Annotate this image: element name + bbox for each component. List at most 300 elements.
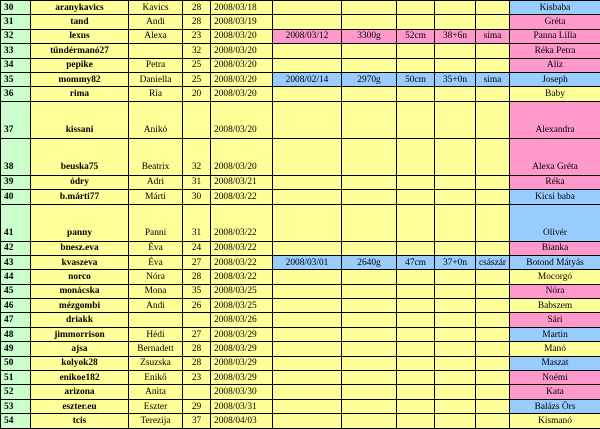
due-date-cell: 2008/03/29: [211, 327, 273, 341]
baby-name-cell: Martin: [510, 327, 600, 341]
row-number-cell: 48: [1, 327, 31, 341]
gestation-week-cell: [435, 44, 476, 58]
name-cell: Bernadett: [129, 342, 183, 356]
age-cell: 28: [183, 356, 211, 370]
birth-weight-cell: [342, 87, 397, 101]
due-date-cell: 2008/03/18: [211, 1, 273, 15]
delivery-type-cell: [476, 204, 510, 241]
birth-date-cell: [273, 15, 342, 29]
baby-name-cell: Maszat: [510, 356, 600, 370]
delivery-type-cell: [476, 342, 510, 356]
birth-length-cell: [397, 270, 435, 284]
age-cell: 28: [183, 15, 211, 29]
gestation-week-cell: [435, 356, 476, 370]
row-number-cell: 51: [1, 371, 31, 385]
due-date-cell: 2008/04/03: [211, 414, 273, 428]
name-cell: Enikő: [129, 371, 183, 385]
birth-weight-cell: 2970g: [342, 72, 397, 86]
birth-weight-cell: [342, 399, 397, 413]
age-cell: [183, 313, 211, 327]
gestation-week-cell: [435, 58, 476, 72]
name-cell: Panni: [129, 204, 183, 241]
age-cell: 27: [183, 327, 211, 341]
birth-length-cell: [397, 371, 435, 385]
row-number-cell: 39: [1, 175, 31, 189]
gestation-week-cell: [435, 101, 476, 138]
name-cell: Ria: [129, 87, 183, 101]
nickname-cell: jimmorrison: [31, 327, 129, 341]
table-row: [1, 342, 600, 356]
delivery-type-cell: [476, 371, 510, 385]
gestation-week-cell: 35+0n: [435, 72, 476, 86]
delivery-type-cell: császár: [476, 255, 510, 269]
age-cell: 25: [183, 72, 211, 86]
due-date-cell: 2008/03/25: [211, 299, 273, 313]
gestation-week-cell: [435, 204, 476, 241]
birth-date-cell: [273, 44, 342, 58]
birth-weight-cell: 2640g: [342, 255, 397, 269]
age-cell: 35: [183, 284, 211, 298]
due-date-cell: 2008/03/22: [211, 255, 273, 269]
age-cell: 32: [183, 44, 211, 58]
table-row: [1, 356, 600, 370]
delivery-type-cell: [476, 44, 510, 58]
table-row: [1, 15, 600, 29]
gestation-week-cell: [435, 299, 476, 313]
birth-length-cell: [397, 342, 435, 356]
delivery-type-cell: [476, 414, 510, 428]
table-row: [1, 313, 600, 327]
delivery-type-cell: [476, 399, 510, 413]
birth-date-cell: [273, 190, 342, 204]
birth-weight-cell: [342, 284, 397, 298]
baby-name-cell: Babszem: [510, 299, 600, 313]
table-row: [1, 270, 600, 284]
age-cell: [183, 385, 211, 399]
due-date-cell: 2008/03/19: [211, 15, 273, 29]
age-cell: 31: [183, 204, 211, 241]
due-date-cell: 2008/03/22: [211, 270, 273, 284]
delivery-type-cell: sima: [476, 29, 510, 43]
nickname-cell: b.márti77: [31, 190, 129, 204]
gestation-week-cell: [435, 385, 476, 399]
name-cell: Terezija: [129, 414, 183, 428]
baby-name-cell: Kismanó: [510, 414, 600, 428]
delivery-type-cell: [476, 58, 510, 72]
row-number-cell: 42: [1, 241, 31, 255]
name-cell: Andi: [129, 15, 183, 29]
birth-length-cell: [397, 15, 435, 29]
due-date-cell: 2008/03/22: [211, 241, 273, 255]
name-cell: [129, 313, 183, 327]
due-date-cell: 2008/03/26: [211, 313, 273, 327]
row-number-cell: 46: [1, 299, 31, 313]
row-number-cell: 38: [1, 138, 31, 175]
birth-date-cell: [273, 175, 342, 189]
baby-name-cell: Bianka: [510, 241, 600, 255]
birth-date-cell: [273, 204, 342, 241]
nickname-cell: aranykavics: [31, 1, 129, 15]
birth-length-cell: 47cm: [397, 255, 435, 269]
name-cell: Éva: [129, 255, 183, 269]
gestation-week-cell: [435, 313, 476, 327]
due-date-cell: 2008/03/29: [211, 356, 273, 370]
baby-name-cell: Gréta: [510, 15, 600, 29]
name-cell: Eszter: [129, 399, 183, 413]
baby-name-cell: Alíz: [510, 58, 600, 72]
row-number-cell: 45: [1, 284, 31, 298]
delivery-type-cell: [476, 15, 510, 29]
birth-length-cell: [397, 241, 435, 255]
row-number-cell: 33: [1, 44, 31, 58]
delivery-type-cell: [476, 299, 510, 313]
birth-length-cell: [397, 44, 435, 58]
table-row: [1, 255, 600, 269]
birth-length-cell: 52cm: [397, 29, 435, 43]
birth-date-cell: [273, 414, 342, 428]
birth-weight-cell: [342, 58, 397, 72]
birth-length-cell: [397, 356, 435, 370]
delivery-type-cell: [476, 270, 510, 284]
nickname-cell: bnesz.eva: [31, 241, 129, 255]
name-cell: Adri: [129, 175, 183, 189]
birth-weight-cell: [342, 15, 397, 29]
nickname-cell: norco: [31, 270, 129, 284]
nickname-cell: ajsa: [31, 342, 129, 356]
baby-name-cell: Réka: [510, 175, 600, 189]
table-row: [1, 58, 600, 72]
table-row: [1, 29, 600, 43]
birth-date-cell: [273, 399, 342, 413]
table-row: [1, 299, 600, 313]
age-cell: 23: [183, 29, 211, 43]
birth-date-cell: [273, 385, 342, 399]
gestation-week-cell: [435, 1, 476, 15]
name-cell: Alexa: [129, 29, 183, 43]
due-date-cell: 2008/03/20: [211, 72, 273, 86]
baby-name-cell: Réka Petra: [510, 44, 600, 58]
nickname-cell: tand: [31, 15, 129, 29]
row-number-cell: 44: [1, 270, 31, 284]
nickname-cell: monácska: [31, 284, 129, 298]
name-cell: Kavics: [129, 1, 183, 15]
table-row: [1, 284, 600, 298]
gestation-week-cell: [435, 241, 476, 255]
nickname-cell: kvaszeva: [31, 255, 129, 269]
name-cell: Nóra: [129, 270, 183, 284]
age-cell: 31: [183, 175, 211, 189]
row-number-cell: 53: [1, 399, 31, 413]
due-date-cell: 2008/03/20: [211, 44, 273, 58]
row-number-cell: 52: [1, 385, 31, 399]
baby-name-cell: Nóra: [510, 284, 600, 298]
name-cell: Zsuzska: [129, 356, 183, 370]
due-date-cell: 2008/03/20: [211, 58, 273, 72]
row-number-cell: 34: [1, 58, 31, 72]
age-cell: [183, 101, 211, 138]
table-row: [1, 327, 600, 341]
birth-weight-cell: 3300g: [342, 29, 397, 43]
row-number-cell: 37: [1, 101, 31, 138]
age-cell: 29: [183, 399, 211, 413]
name-cell: Anikó: [129, 101, 183, 138]
age-cell: 23: [183, 371, 211, 385]
table-row: [1, 414, 600, 428]
name-cell: Éva: [129, 241, 183, 255]
birth-length-cell: [397, 175, 435, 189]
table-row: [1, 204, 600, 241]
birth-weight-cell: [342, 313, 397, 327]
age-cell: 20: [183, 87, 211, 101]
birth-date-cell: [273, 58, 342, 72]
birth-length-cell: [397, 87, 435, 101]
birth-length-cell: [397, 204, 435, 241]
delivery-type-cell: [476, 190, 510, 204]
gestation-week-cell: [435, 175, 476, 189]
table-row: [1, 101, 600, 138]
name-cell: Mona: [129, 284, 183, 298]
table-row: [1, 175, 600, 189]
nickname-cell: panny: [31, 204, 129, 241]
due-date-cell: 2008/03/25: [211, 284, 273, 298]
baby-name-cell: Kata: [510, 385, 600, 399]
birth-length-cell: [397, 385, 435, 399]
birth-length-cell: [397, 327, 435, 341]
birth-date-cell: [273, 241, 342, 255]
row-number-cell: 43: [1, 255, 31, 269]
delivery-type-cell: [476, 327, 510, 341]
row-number-cell: 31: [1, 15, 31, 29]
row-number-cell: 32: [1, 29, 31, 43]
delivery-type-cell: [476, 284, 510, 298]
birth-date-cell: [273, 313, 342, 327]
gestation-week-cell: [435, 138, 476, 175]
birth-length-cell: [397, 1, 435, 15]
delivery-type-cell: [476, 138, 510, 175]
birth-length-cell: [397, 299, 435, 313]
nickname-cell: ódry: [31, 175, 129, 189]
age-cell: 26: [183, 299, 211, 313]
birth-date-cell: [273, 299, 342, 313]
baby-name-cell: Sári: [510, 313, 600, 327]
name-cell: Beatrix: [129, 138, 183, 175]
birth-weight-cell: [342, 371, 397, 385]
row-number-cell: 49: [1, 342, 31, 356]
row-number-cell: 36: [1, 87, 31, 101]
age-cell: 25: [183, 58, 211, 72]
nickname-cell: kolyok28: [31, 356, 129, 370]
spreadsheet-body: [1, 1, 600, 429]
table-row: [1, 138, 600, 175]
baby-name-cell: Kisbaba: [510, 1, 600, 15]
name-cell: Daniella: [129, 72, 183, 86]
delivery-type-cell: [476, 1, 510, 15]
nickname-cell: mommy82: [31, 72, 129, 86]
age-cell: 28: [183, 1, 211, 15]
age-cell: 32: [183, 138, 211, 175]
birth-date-cell: [273, 356, 342, 370]
due-date-cell: 2008/03/20: [211, 87, 273, 101]
due-date-cell: 2008/03/22: [211, 204, 273, 241]
due-date-cell: 2008/03/20: [211, 29, 273, 43]
delivery-type-cell: [476, 356, 510, 370]
baby-name-cell: Balázs Örs: [510, 399, 600, 413]
age-cell: 37: [183, 414, 211, 428]
birth-weight-cell: [342, 204, 397, 241]
due-date-cell: 2008/03/30: [211, 385, 273, 399]
row-number-cell: 41: [1, 204, 31, 241]
birth-length-cell: 50cm: [397, 72, 435, 86]
row-number-cell: 40: [1, 190, 31, 204]
birth-weight-cell: [342, 342, 397, 356]
baby-name-cell: Alexandra: [510, 101, 600, 138]
birth-date-cell: [273, 138, 342, 175]
gestation-week-cell: [435, 327, 476, 341]
due-date-cell: 2008/03/29: [211, 371, 273, 385]
birth-weight-cell: [342, 414, 397, 428]
delivery-type-cell: [476, 385, 510, 399]
birth-weight-cell: [342, 327, 397, 341]
name-cell: [129, 44, 183, 58]
delivery-type-cell: [476, 313, 510, 327]
birth-weight-cell: [342, 1, 397, 15]
birth-date-cell: [273, 270, 342, 284]
gestation-week-cell: [435, 270, 476, 284]
birth-date-cell: 2008/03/12: [273, 29, 342, 43]
gestation-week-cell: [435, 87, 476, 101]
birth-length-cell: [397, 399, 435, 413]
due-date-cell: 2008/03/20: [211, 138, 273, 175]
birth-date-cell: [273, 1, 342, 15]
birth-length-cell: [397, 138, 435, 175]
birth-weight-cell: [342, 385, 397, 399]
baby-name-cell: Botond Mátyás: [510, 255, 600, 269]
birth-weight-cell: [342, 241, 397, 255]
nickname-cell: tcis: [31, 414, 129, 428]
nickname-cell: driakk: [31, 313, 129, 327]
row-number-cell: 54: [1, 414, 31, 428]
gestation-week-cell: 38+6n: [435, 29, 476, 43]
gestation-week-cell: [435, 371, 476, 385]
gestation-week-cell: [435, 284, 476, 298]
birth-date-cell: [273, 101, 342, 138]
birth-length-cell: [397, 284, 435, 298]
gestation-week-cell: [435, 414, 476, 428]
row-number-cell: 30: [1, 1, 31, 15]
birth-date-cell: 2008/02/14: [273, 72, 342, 86]
birth-weight-cell: [342, 44, 397, 58]
table-row: [1, 1, 600, 15]
birth-weight-cell: [342, 356, 397, 370]
baby-name-cell: Alexa Gréta: [510, 138, 600, 175]
nickname-cell: pepike: [31, 58, 129, 72]
birth-date-cell: [273, 342, 342, 356]
nickname-cell: rima: [31, 87, 129, 101]
due-date-cell: 2008/03/20: [211, 101, 273, 138]
birth-weight-cell: [342, 299, 397, 313]
name-cell: Hédi: [129, 327, 183, 341]
table-row: [1, 399, 600, 413]
due-date-cell: 2008/03/31: [211, 399, 273, 413]
row-number-cell: 35: [1, 72, 31, 86]
name-cell: Petra: [129, 58, 183, 72]
nickname-cell: arizona: [31, 385, 129, 399]
table-row: [1, 72, 600, 86]
gestation-week-cell: [435, 15, 476, 29]
due-date-cell: 2008/03/22: [211, 190, 273, 204]
baby-name-cell: Mocorgó: [510, 270, 600, 284]
gestation-week-cell: [435, 399, 476, 413]
birth-date-cell: 2008/03/01: [273, 255, 342, 269]
birth-length-cell: [397, 190, 435, 204]
birth-date-cell: [273, 371, 342, 385]
birth-weight-cell: [342, 101, 397, 138]
nickname-cell: tündérmanó27: [31, 44, 129, 58]
name-cell: Andi: [129, 299, 183, 313]
birth-weight-cell: [342, 190, 397, 204]
table-row: [1, 241, 600, 255]
table-row: [1, 371, 600, 385]
gestation-week-cell: [435, 190, 476, 204]
delivery-type-cell: sima: [476, 72, 510, 86]
birth-length-cell: [397, 58, 435, 72]
age-cell: 24: [183, 241, 211, 255]
baby-name-cell: Baby: [510, 87, 600, 101]
row-number-cell: 47: [1, 313, 31, 327]
table-row: [1, 87, 600, 101]
name-cell: Anita: [129, 385, 183, 399]
birth-date-cell: [273, 327, 342, 341]
baby-name-cell: Panna Lilla: [510, 29, 600, 43]
birth-date-cell: [273, 284, 342, 298]
due-date-cell: 2008/03/29: [211, 342, 273, 356]
table-row: [1, 385, 600, 399]
nickname-cell: eszter.eu: [31, 399, 129, 413]
age-cell: 27: [183, 255, 211, 269]
birth-date-cell: [273, 87, 342, 101]
table-row: [1, 44, 600, 58]
delivery-type-cell: [476, 101, 510, 138]
nickname-cell: enikoe182: [31, 371, 129, 385]
nickname-cell: lexus: [31, 29, 129, 43]
baby-name-cell: Noémi: [510, 371, 600, 385]
birth-length-cell: [397, 414, 435, 428]
gestation-week-cell: [435, 342, 476, 356]
baby-name-cell: Joseph: [510, 72, 600, 86]
delivery-type-cell: [476, 241, 510, 255]
delivery-type-cell: [476, 175, 510, 189]
age-cell: 30: [183, 190, 211, 204]
gestation-week-cell: 37+0n: [435, 255, 476, 269]
nickname-cell: kissani: [31, 101, 129, 138]
table-row: [1, 190, 600, 204]
age-cell: 28: [183, 270, 211, 284]
delivery-type-cell: [476, 87, 510, 101]
birth-weight-cell: [342, 270, 397, 284]
baby-name-cell: Manó: [510, 342, 600, 356]
baby-name-cell: Kicsi baba: [510, 190, 600, 204]
nickname-cell: mézgombi: [31, 299, 129, 313]
due-date-cell: 2008/03/21: [211, 175, 273, 189]
birth-length-cell: [397, 313, 435, 327]
birth-weight-cell: [342, 138, 397, 175]
baby-name-cell: Olivér: [510, 204, 600, 241]
row-number-cell: 50: [1, 356, 31, 370]
age-cell: 28: [183, 342, 211, 356]
name-cell: Márti: [129, 190, 183, 204]
birth-weight-cell: [342, 175, 397, 189]
birth-length-cell: [397, 101, 435, 138]
